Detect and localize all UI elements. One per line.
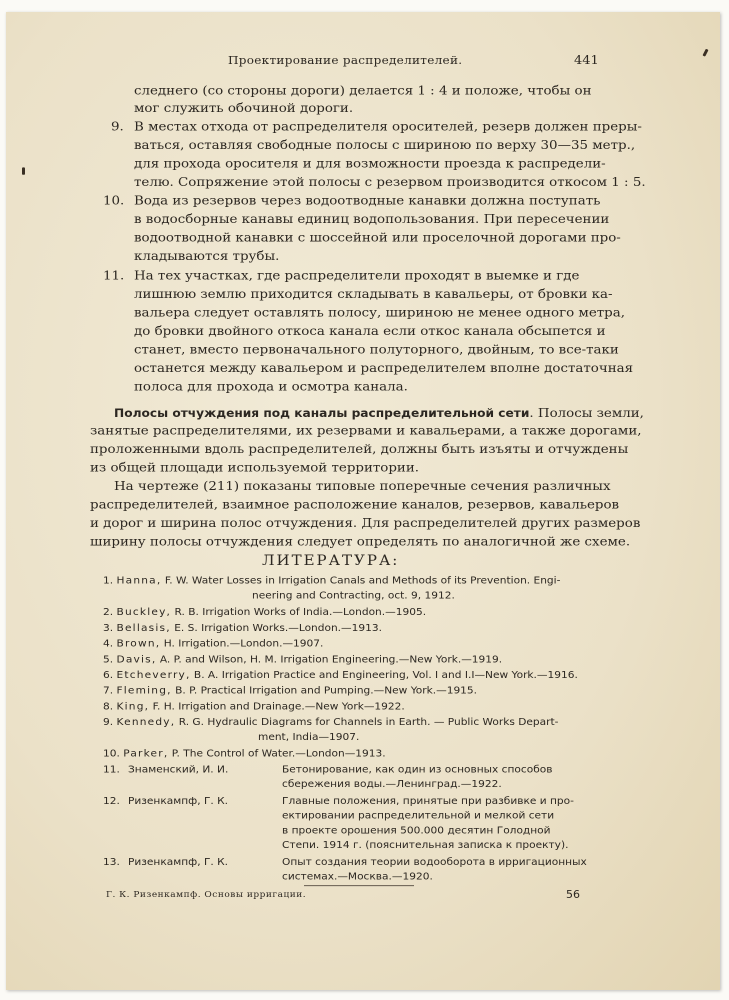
text-line: занятые распределителями, их резервами и кавальерами, а также дорогами, [90,424,642,439]
text-line: кладываются трубы. [134,249,280,264]
page-paper [6,12,720,990]
running-header: Проектирование распределителей. [228,53,463,67]
text-line: для прохода оросителя и для возможности проезда к распредели- [134,157,606,172]
ref-text: ектировании распределительной и мелкой сети [282,810,555,822]
text-line: полоса для прохода и осмотра канала. [134,380,408,395]
page-content [6,12,720,917]
text-line: в водосборные канавы единиц водопользования. При пересечении [134,212,610,227]
ref-number: 7. [103,685,114,697]
ref-author: Знаменский, И. И. [128,764,229,776]
text-fragment: . Полосы земли, [529,406,644,421]
text-line: мог служить обочиной дороги. [134,101,354,116]
text-line: и дорог и ширина полос отчуждения. Для распределителей других размеров [90,517,641,531]
reference-entry [103,716,558,730]
ref-author: Kennedy, [116,716,176,728]
ref-text: R. B. Irrigation Works of India.—London.—1905. [174,606,427,618]
ref-number: 1. [103,575,114,587]
ref-number: 10. [103,748,120,760]
ref-text: Степи. 1914 г. (пояснительная записка к проекту). [282,839,569,851]
ref-text: B. P. Practical Irrigation and Pumping.—New York.—1915. [175,685,478,697]
ref-text: E. S. Irrigation Works.—London.—1913. [174,622,382,634]
footer-signature: Г. К. Ризенкампф. Основы ирригации. [106,890,307,900]
reference-continuation: neering and Contracting, oct. 9, 1912. [252,590,455,602]
item-number: 10. [103,194,125,209]
ref-author: Parker, [123,748,169,760]
reference-number: 12. [103,795,120,807]
paragraph-first-line [114,405,644,423]
reference-entry [103,669,578,683]
reference-entry [103,637,323,651]
reference-number: 11. [103,764,120,776]
reference-entry [103,747,386,761]
ref-number: 6. [103,669,114,681]
text-line: На тех участках, где распределители проходят в выемке и где [134,269,580,284]
footer-rule [304,885,414,886]
text-line: распределителей, взаимное расположение каналов, резервов, кавальеров [90,498,620,513]
ref-text: F. W. Water Losses in Irrigation Canals and Methods of its Prevention. Engi- [164,575,561,587]
ref-number: 4. [103,638,114,650]
ref-text: системах.—Москва.—1920. [282,871,433,883]
ref-text: Бетонирование, как один из основных способов [282,764,553,776]
text-line: ваться, оставляя свободные полосы с шириною по верху 30—35 метр., [134,138,636,153]
ref-text: сбережения воды.—Ленинград.—1922. [282,778,502,790]
text-line: водоотводной канавки с шоссейной или проселочной дорогами про- [134,231,621,246]
text-line: На чертеже (211) показаны типовые поперечные сечения различных [114,480,611,494]
text-line: следнего (со стороны дороги) делается 1 : 4 и положе, чтобы он [134,84,592,99]
ref-text: R. G. Hydraulic Diagrams for Channels in Earth. — Public Works Depart- [178,716,559,728]
item-number: 11. [103,269,125,284]
text-line: ширину полосы отчуждения следует определять по аналогичной же схеме. [90,535,631,550]
item-number: 9. [111,120,124,135]
ref-number: 2. [103,606,114,618]
ref-author: Etcheverry, [116,669,191,681]
reference-number: 13. [103,856,120,868]
text-line: станет, вместо первоначального полуторного, двойным, то все-таки [134,343,619,358]
page-number: 441 [574,53,599,68]
ref-author: Brown, [116,638,161,650]
margin-mark [702,49,708,57]
ref-author: Fleming, [116,685,172,697]
reference-entry [103,622,382,636]
reference-entry [103,574,560,588]
ref-text: Опыт создания теории водооборота в ирригационных [282,856,587,868]
ref-text: Главные положения, принятые при разбивке и про- [282,795,574,807]
reference-entry [103,653,502,667]
reference-entry [103,606,426,620]
text-line: вальера следует оставлять полосу, шириною не менее одного метра, [134,306,625,321]
reference-entry [103,700,405,714]
text-line: телю. Сопряжение этой полосы с резервом производится откосом 1 : 5. [134,175,646,190]
ref-author: Davis, [116,653,157,666]
reference-continuation: ment, India—1907. [258,731,360,743]
ref-number: 3. [103,622,114,634]
reference-entry [103,684,477,698]
text-line: В местах отхода от распределителя оросителей, резерв должен преры- [134,120,642,135]
ref-number: 5. [103,653,114,666]
ref-text: F. H. Irrigation and Drainage.—New York—1922. [152,701,405,713]
literature-title: ЛИТЕРАТУРА: [262,552,400,569]
ref-text: A. P. and Wilson, H. M. Irrigation Engineering.—New York.—1919. [159,653,503,666]
ref-author: King, [116,701,150,713]
ref-text: B. A. Irrigation Practice and Engineering, Vol. I and I.I—New York.—1916. [193,669,578,681]
text-line: лишнюю землю приходится складывать в кавальеры, от бровки ка- [134,287,613,302]
ref-text: в проекте орошения 500.000 десятин Голодной [282,825,551,837]
ref-author: Bellasis, [116,622,171,634]
text-line: проложенными вдоль распределителей, должны быть изъяты и отчуждены [90,443,629,457]
ref-author: Ризенкампф, Г. К. [128,856,229,868]
ref-text: P. The Control of Water.—London—1913. [171,748,386,760]
text-line: останется между кавальером и распределителем вполне достаточная [134,361,634,376]
ref-author: Buckley, [116,606,172,618]
ref-number: 9. [103,716,114,728]
footer-sheet-number: 56 [566,888,580,901]
text-line: до бровки двойного откоса канала если откос канала обсыпется и [134,324,606,339]
ref-text: H. Irrigation.—London.—1907. [163,638,324,650]
text-line: из общей площади используемой территории. [90,461,420,476]
margin-mark [22,167,25,174]
ref-author: Ризенкампф, Г. К. [128,795,229,807]
section-heading: Полосы отчуждения под каналы распределительной сети [114,406,530,420]
ref-author: Hanna, [116,575,162,587]
ref-number: 8. [103,701,114,713]
text-line: Вода из резервов через водоотводные канавки должна поступать [134,194,601,209]
